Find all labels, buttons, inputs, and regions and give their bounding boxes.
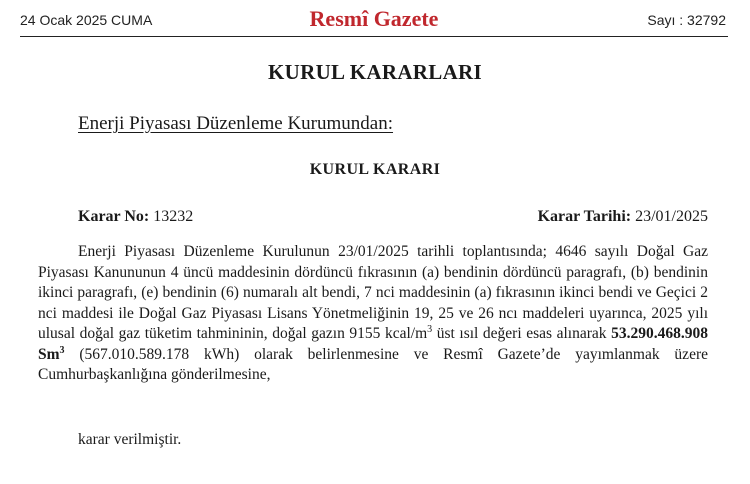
gazette-header bbox=[20, 6, 728, 37]
issue-number: Sayı : 32792 bbox=[647, 12, 726, 28]
decision-heading: KURUL KARARI bbox=[309, 161, 441, 178]
decision-date-value: 23/01/2025 bbox=[635, 208, 708, 225]
decision-date bbox=[538, 208, 708, 226]
publication-date: 24 Ocak 2025 CUMA bbox=[20, 12, 153, 28]
closing-statement: karar verilmiştir. bbox=[78, 431, 182, 448]
gas-volume: 53.290.468.908 Sm bbox=[38, 325, 708, 363]
gazette-title: Resmî Gazete bbox=[309, 6, 439, 31]
body-part-3: (567.010.589.178 kWh) olarak belirlenmesine ve Resmî Gazete’de yayımlanmak üzere Cumhurbaşkanlığına gönderilmesine, bbox=[38, 345, 708, 383]
decision-date-label: Karar Tarihi: bbox=[537, 208, 632, 225]
decision-number-label: Karar No: bbox=[78, 208, 150, 225]
body-part-2: üst ısıl değeri esas alınarak bbox=[432, 325, 612, 342]
institution-name: Enerji Piyasası Düzenleme Kurumundan: bbox=[78, 113, 394, 134]
decision-number-value: 13232 bbox=[153, 208, 194, 225]
decision-number bbox=[78, 208, 193, 226]
body-superscript-1: 3 bbox=[427, 323, 433, 335]
body-part-1: Enerji Piyasası Düzenleme Kurulunun 23/01/2025 tarihli toplantısında; 4646 sayılı Doğal Gaz Piyasası Kanununun 4 üncü maddesinin dördüncü fıkrasının (a) bendinin dördüncü paragrafı, (b) bendinin ikinci paragrafı, (e) bendinin (6) numaralı alt bendi, 7 nci maddesinin (a) fıkrasının ikinci bendi ve Geçici 2 nci maddesi ile Doğal Gaz Piyasası Lisans Yönetmeliğinin 19, 25 ve 26 ncı maddeleri uyarınca, 2025 yılı ulusal doğal gaz tüketim tahmininin, doğal gazın 9155 kcal/m bbox=[38, 243, 708, 342]
section-title: KURUL KARARLARI bbox=[268, 60, 482, 84]
body-superscript-2: 3 bbox=[59, 344, 65, 356]
decision-body bbox=[38, 242, 708, 386]
